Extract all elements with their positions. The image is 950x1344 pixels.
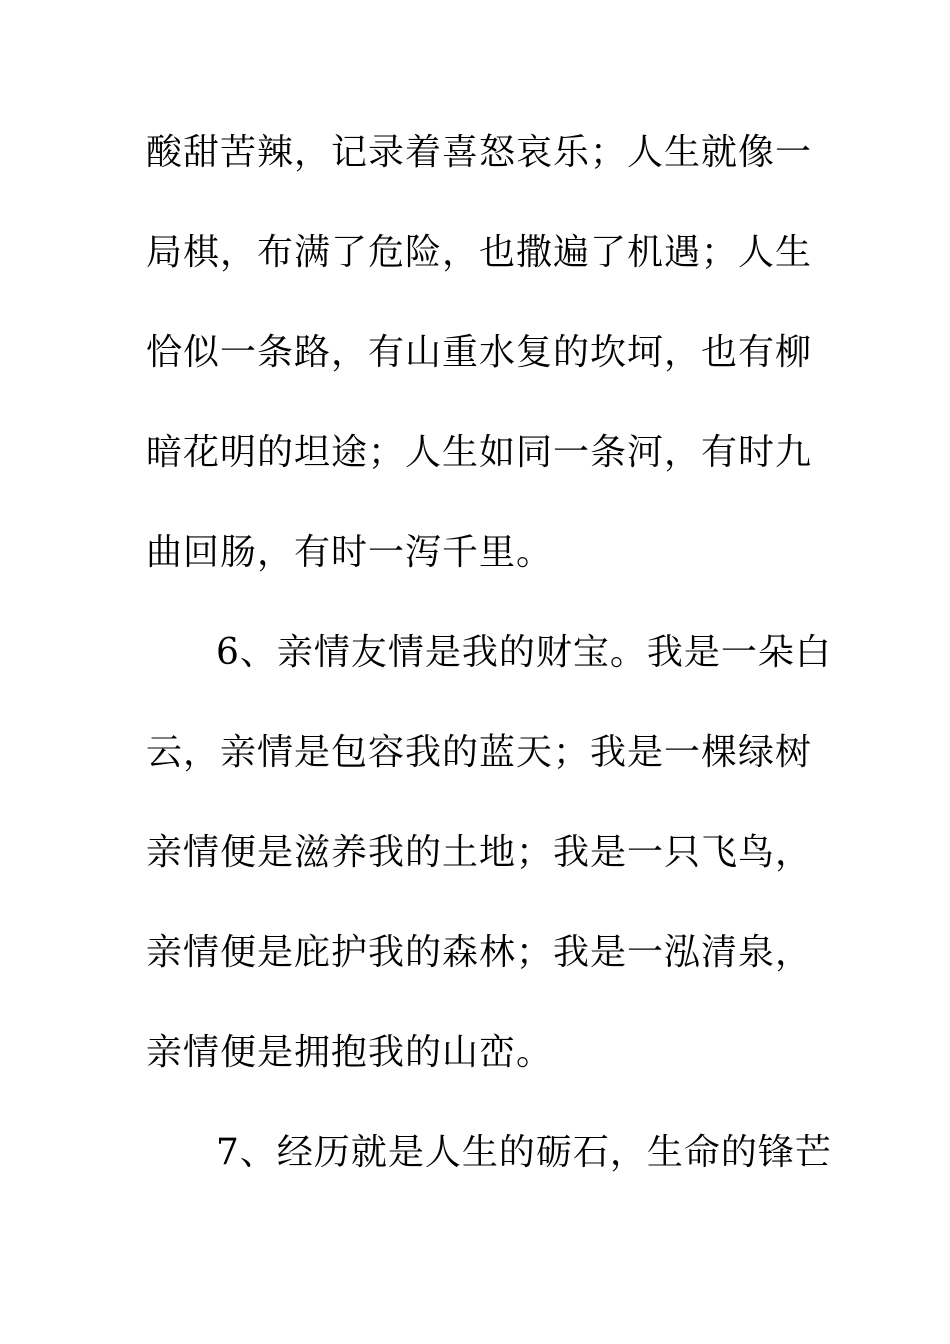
text-line-3: 恰似一条路，有山重水复的坎坷，也有柳	[146, 332, 813, 373]
paragraph-6-start: 6、亲情友情是我的财宝。我是一朵白	[216, 632, 832, 673]
text-line-8: 亲情便是滋养我的土地；我是一只飞鸟，	[146, 832, 813, 873]
text-line-10: 亲情便是拥抱我的山峦。	[146, 1032, 554, 1073]
text-line-4: 暗花明的坦途；人生如同一条河，有时九	[146, 432, 813, 473]
text-line-5: 曲回肠，有时一泻千里。	[146, 532, 554, 573]
text-line-7: 云，亲情是包容我的蓝天；我是一棵绿树	[146, 732, 813, 773]
text-line-2: 局棋，布满了危险，也撒遍了机遇；人生	[146, 232, 813, 273]
text-line-1: 酸甜苦辣，记录着喜怒哀乐；人生就像一	[146, 132, 813, 173]
text-line-9: 亲情便是庇护我的森林；我是一泓清泉，	[146, 932, 813, 973]
body-text	[146, 123, 832, 1223]
paragraph-7-start: 7、经历就是人生的砺石，生命的锋芒	[216, 1132, 832, 1173]
